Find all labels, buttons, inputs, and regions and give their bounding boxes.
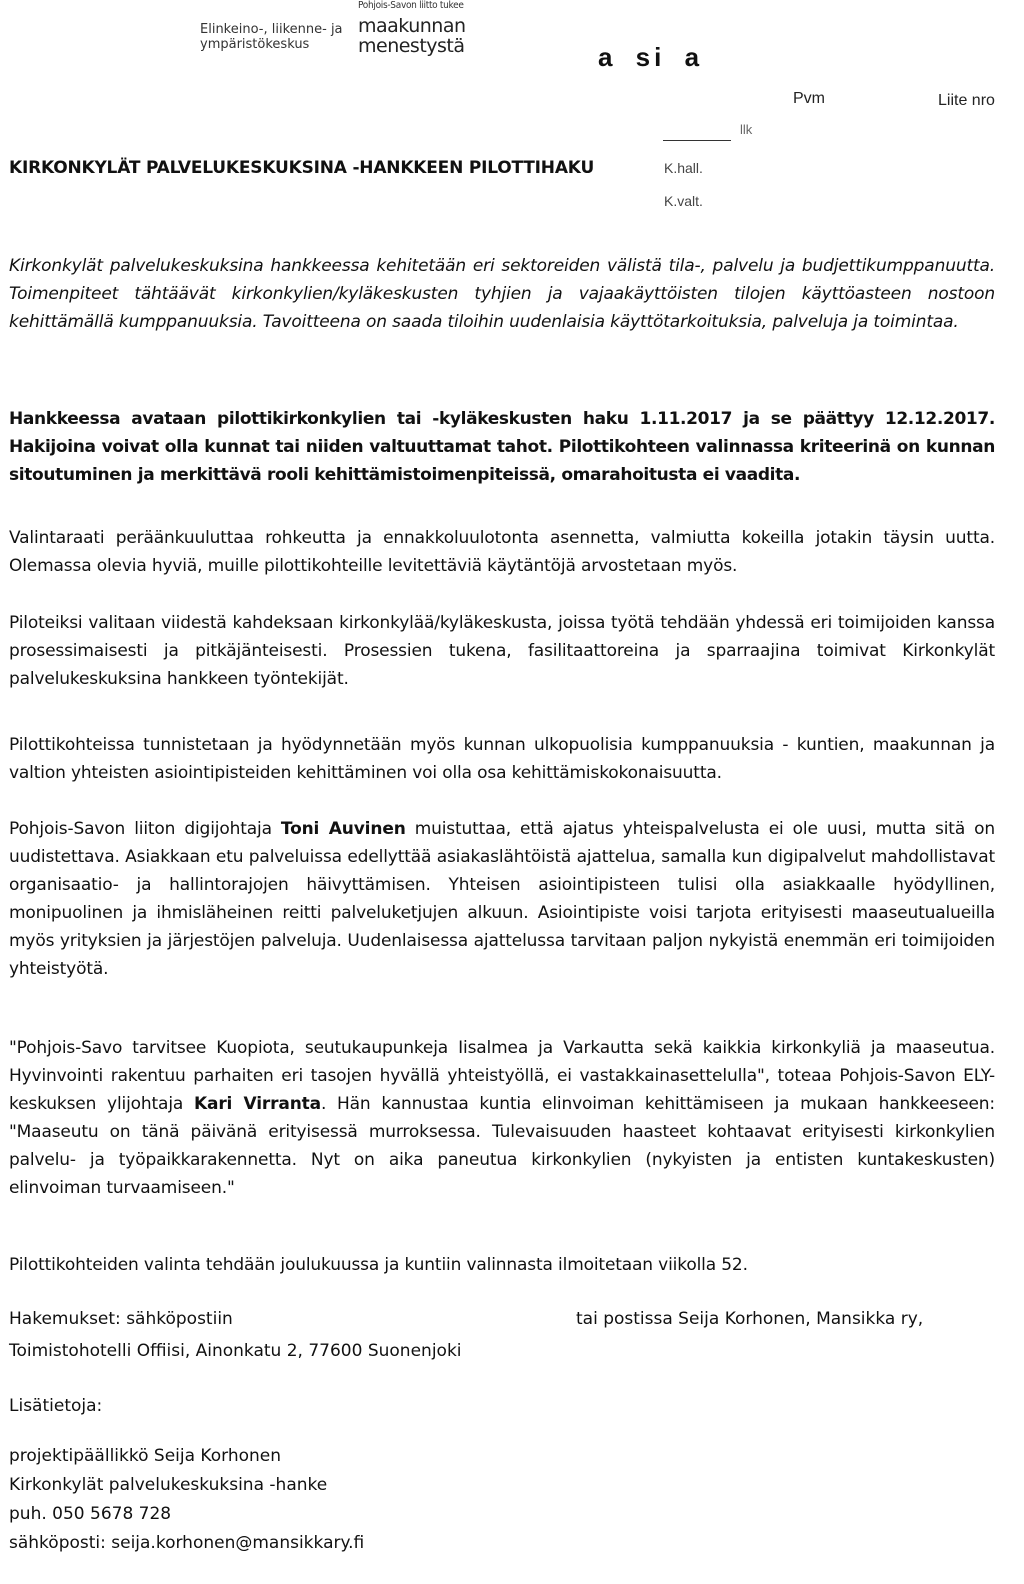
contact-project: Kirkonkylät palvelukeskuksina -hanke <box>9 1475 328 1495</box>
tagline-small: Pohjois-Savon liitto tukee <box>358 0 464 11</box>
partial-title: a si a <box>598 42 704 72</box>
p6-rest: muistuttaa, että ajatus yhteispalvelusta ei ole uusi, mutta sitä on uudistettava. Asiakkaan etu palveluissa edellyttää asiakaslähtöistä ajattelua, samalla kun digipalvelut mahdollistavat organisaatio- ja hallintorajojen häivyttämisen. Yhteisen asiointipisteen tulisi olla asiakkaalle hyödyllinen, monipuolinen ja ihmisläheinen reitti palveluketjujen alkuun. Asiointipiste voisi tarjota erityisesti maaseutualueilla myös yrityksien ja järjestöjen palveluja. Uudenlaisessa ajattelussa tarvitaan paljon nykyistä enemmän eri toimijoiden yhteistyötä. <box>9 819 995 979</box>
stamp-underline <box>663 140 731 141</box>
stamp-field-llk: llk <box>740 122 753 137</box>
contact-phone: puh. 050 5678 728 <box>9 1504 172 1524</box>
person-name-toni-auvinen: Toni Auvinen <box>280 819 406 839</box>
p7-start: "Pohjois-Savo tarvitsee Kuopiota, seutukaupunkeja Iisalmea ja Varkautta sekä kaikkia kirkonkyliä ja maaseutua. Hyvinvointi rakentuu parhaiten eri tasojen hyvällä yhteistyöllä, ei vastakkainasettelulla", toteaa Pohjois-Savon ELY-keskuksen ylijohtaja <box>9 1038 995 1114</box>
intro-paragraph: Kirkonkylät palvelukeskuksina hankkeessa kehitetään eri sektoreiden välistä tila-, palvelu ja budjettikumppanuutta. Toimenpiteet tähtäävät kirkonkylien/kyläkeskusten tyhjien ja vajaakäyttöisten tilojen käyttöasteen nostoon kehittämällä kumppanuuksia. Tavoitteena on saada tiloihin uudenlaisia käyttötarkoituksia, palveluja ja toimintaa. <box>9 256 995 332</box>
stamp-field-kvalt: K.valt. <box>664 193 703 209</box>
applications-post-label: tai postissa Seija Korhonen, Mansikka ry, <box>576 1309 924 1329</box>
tagline-logo <box>358 0 466 56</box>
p7-rest: . Hän kannustaa kuntia elinvoiman kehittämiseen ja mukaan hankkeeseen: "Maaseutu on tänä päivänä erityisessä murroksessa. Tulevaisuuden haasteet kohtaavat erityisesti kirkonkylien palvelu- ja työpaikkarakennetta. Nyt on aika paneutua kirkonkylien (nykyisten ja entisten kuntakeskusten) elinvoiman turvaamiseen." <box>9 1094 996 1198</box>
paragraph-3: Valintaraati peräänkuuluttaa rohkeutta ja ennakkoluulotonta asennetta, valmiutta kokeilla jotakin täysin uutta. Olemassa olevia hyviä, muille pilottikohteille levitettäviä käytäntöjä arvostetaan myös. <box>9 528 995 576</box>
person-name-kari-virranta: Kari Virranta <box>193 1094 321 1114</box>
stamp-field-khall: K.hall. <box>664 160 703 176</box>
paragraph-4: Piloteiksi valitaan viidestä kahdeksaan kirkonkylää/kyläkeskusta, joissa työtä tehdään yhdessä eri toimijoiden kanssa prosessimaisesti ja pitkäjänteisesti. Prosessien tukena, fasilitaattoreina ja sparraajina toimivat Kirkonkylät palvelukeskuksina hankkeen työntekijät. <box>9 613 995 689</box>
contact-name: projektipäällikkö Seija Korhonen <box>9 1446 281 1466</box>
liite-label: Liite nro <box>938 92 995 109</box>
ely-logo-text <box>200 22 343 52</box>
paragraph-8: Pilottikohteiden valinta tehdään joulukuussa ja kuntiin valinnasta ilmoitetaan viikolla 52. <box>9 1255 748 1275</box>
pvm-label: Pvm <box>793 90 825 107</box>
announcement-paragraph: Hankkeessa avataan pilottikirkonkylien tai -kyläkeskusten haku 1.11.2017 ja se päättyy 12.12.2017. Hakijoina voivat olla kunnat tai niiden valtuuttamat tahot. Pilottikohteen valinnassa kriteerinä on kunnan sitoutuminen ja merkittävä rooli kehittämistoimenpiteissä, omarahoitusta ei vaadita. <box>9 409 995 485</box>
contact-email: sähköposti: seija.korhonen@mansikkary.fi <box>9 1533 365 1553</box>
paragraph-6 <box>9 815 995 983</box>
paragraph-7 <box>9 1034 995 1202</box>
ely-line-2: ympäristökeskus <box>200 37 310 52</box>
tagline-line-1: maakunnan <box>358 15 466 37</box>
applications-email-label: Hakemukset: sähköpostiin <box>9 1309 233 1329</box>
ely-line-1: Elinkeino-, liikenne- ja <box>200 22 343 37</box>
applications-address: Toimistohotelli Offiisi, Ainonkatu 2, 77600 Suonenjoki <box>9 1341 462 1361</box>
paragraph-5: Pilottikohteissa tunnistetaan ja hyödynnetään myös kunnan ulkopuolisia kumppanuuksia - kuntien, maakunnan ja valtion yhteisten asiointipisteiden kehittäminen voi olla osa kehittämiskokonaisuutta. <box>9 735 995 783</box>
document-headline: KIRKONKYLÄT PALVELUKESKUKSINA -HANKKEEN PILOTTIHAKU <box>9 158 595 178</box>
contact-heading: Lisätietoja: <box>9 1396 103 1416</box>
tagline-line-2: menestystä <box>358 35 465 57</box>
p6-start: Pohjois-Savon liiton digijohtaja <box>9 819 281 839</box>
